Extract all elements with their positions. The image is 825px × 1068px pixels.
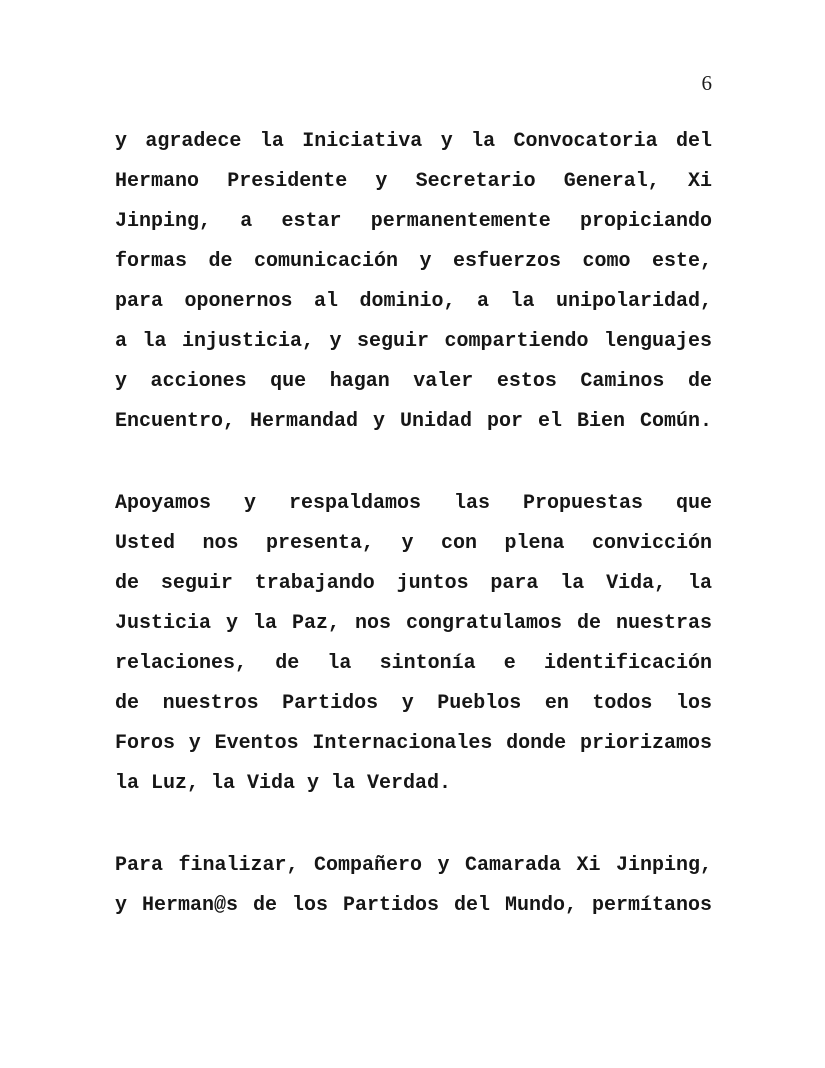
text-line: Foros y Eventos Internacionales donde priorizamos	[115, 732, 712, 755]
text-line: de seguir trabajando juntos para la Vida, la	[115, 572, 712, 595]
paragraph-3	[115, 846, 712, 926]
text-line: Usted nos presenta, y con plena convicción	[115, 532, 712, 555]
text-line: de nuestros Partidos y Pueblos en todos los	[115, 692, 712, 715]
paragraph-1	[115, 122, 712, 442]
text-line: Encuentro, Hermandad y Unidad por el Bien Común.	[115, 410, 712, 433]
text-line: Para finalizar, Compañero y Camarada Xi Jinping,	[115, 854, 712, 877]
text-line: relaciones, de la sintonía e identificación	[115, 652, 712, 675]
paragraph-2	[115, 484, 712, 804]
document-body-text	[115, 122, 712, 968]
text-line: Justicia y la Paz, nos congratulamos de nuestras	[115, 612, 712, 635]
text-line: formas de comunicación y esfuerzos como este,	[115, 250, 712, 273]
text-line: la Luz, la Vida y la Verdad.	[115, 772, 452, 795]
text-line: para oponernos al dominio, a la unipolaridad,	[115, 290, 712, 313]
page-number: 6	[701, 71, 712, 95]
text-line: Hermano Presidente y Secretario General, Xi	[115, 170, 712, 193]
text-line: y Herman@s de los Partidos del Mundo, permítanos	[115, 894, 712, 917]
text-line: y agradece la Iniciativa y la Convocatoria del	[115, 130, 712, 153]
text-line: Jinping, a estar permanentemente propiciando	[115, 210, 712, 233]
text-line: a la injusticia, y seguir compartiendo lenguajes	[115, 330, 712, 353]
text-line: Apoyamos y respaldamos las Propuestas que	[115, 492, 712, 515]
text-line: y acciones que hagan valer estos Caminos de	[115, 370, 712, 393]
